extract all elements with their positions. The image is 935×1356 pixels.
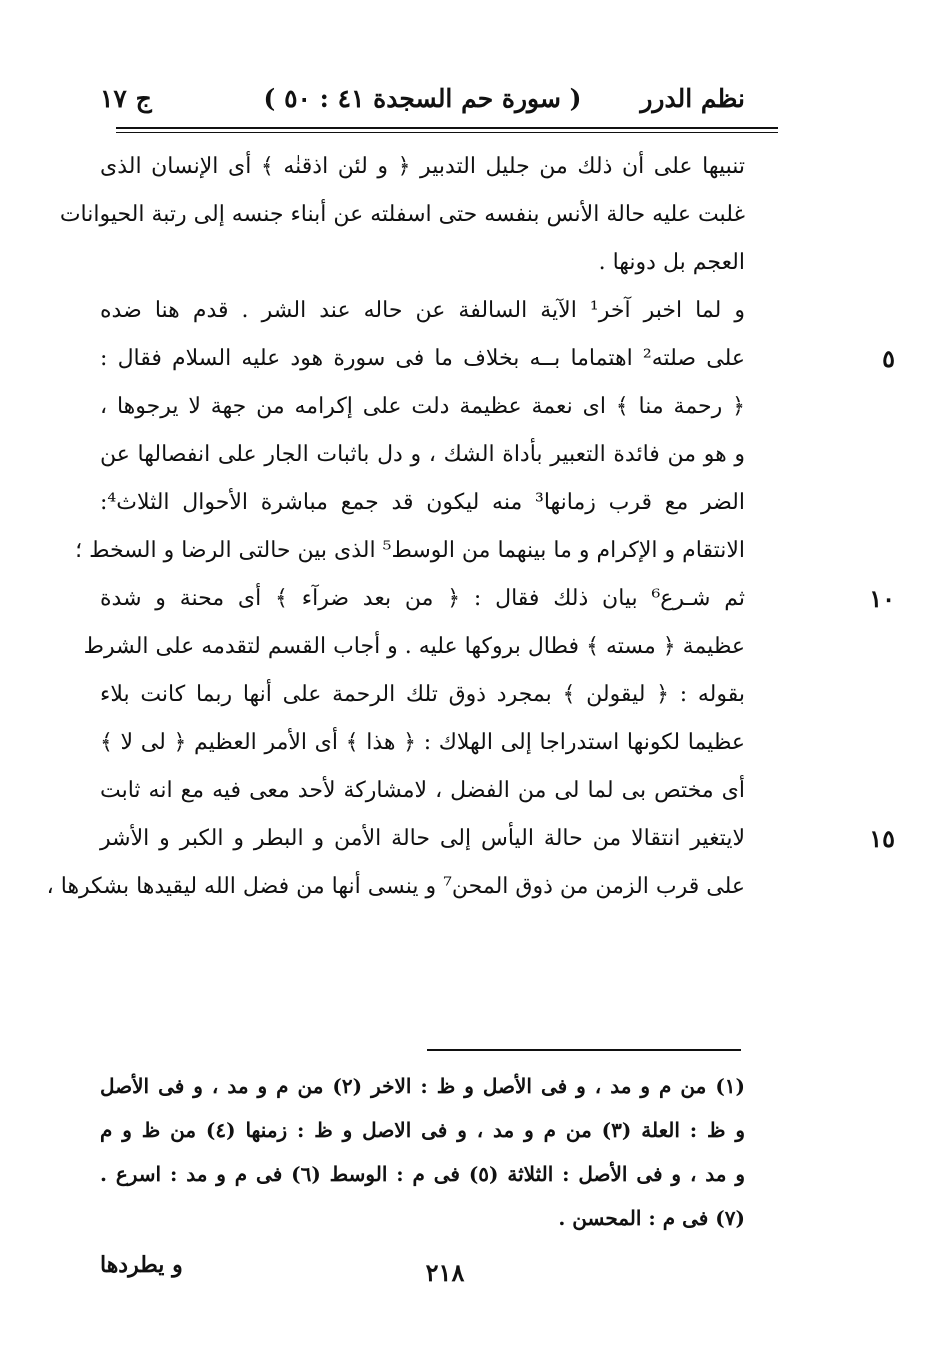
text-line <box>100 719 745 767</box>
footnote-rule <box>427 1049 741 1051</box>
text-line <box>100 239 745 287</box>
line-text: لايتغير انتقالا من حالة اليأس إلى حالة الأمن و البطر و الكبر و الأشر <box>100 826 745 851</box>
line-text: ﴿ رحمة منا ﴾ اى نعمة عظيمة دلت على إكرامه من جهة لا يرجوها ، <box>100 394 745 419</box>
line-number: ١٠ <box>869 584 895 613</box>
line-text: بقوله : ﴿ ليقولن ﴾ بمجرد ذوق تلك الرحمة على أنها ربما كانت بلاء <box>100 682 745 707</box>
line-text: على قرب الزمن من ذوق المحن⁷ و ينسى أنها من فضل الله ليقيدها بشكرها ، <box>46 874 745 899</box>
footnote-line: و مد ، و فى الأصل : الثلاثة (٥) فى م : الوسط (٦) فى م و مد : اسرع . <box>100 1162 745 1186</box>
footnotes <box>100 1064 745 1240</box>
catchword: و يطردها <box>100 1252 183 1278</box>
text-line <box>100 815 895 863</box>
footnote-line: (٧) فى م : المحسن . <box>558 1206 745 1230</box>
footnote-line: (١) من م و مد ، و فى الأصل و ظ : الاخر (٢) من م و مد ، و فى الأصل <box>100 1074 746 1098</box>
text-line <box>100 383 745 431</box>
text-line <box>100 479 745 527</box>
running-header <box>100 78 745 122</box>
line-text: تنبيها على أن ذلك من جليل التدبير ﴿ و لئن اذقنٰه ﴾ أى الإنسان الذى <box>100 154 745 179</box>
line-text: الضر مع قرب زمانها³ منه ليكون قد جمع مباشرة الأحوال الثلاث⁴: <box>100 490 745 515</box>
page-number: ٢١٨ <box>425 1258 465 1287</box>
line-text: عظيمة ﴿ مسته ﴾ فطال بروكها عليه . و أجاب القسم لتقدمه على الشرط <box>83 634 745 659</box>
footnote-line: و ظ : العلة (٣) من م و مد ، و فى الاصل و ظ : زمنها (٤) من ظ و م <box>100 1118 745 1142</box>
line-text: و لما اخبر آخر¹ الآية السالفة عن حاله عند الشر . قدم هنا ضده <box>100 298 745 323</box>
main-text <box>46 143 895 911</box>
text-line <box>100 287 745 335</box>
line-number: ٥ <box>882 344 895 373</box>
text-line <box>100 431 745 479</box>
header-rule <box>116 127 778 133</box>
text-line <box>83 623 745 671</box>
line-text: العجم بل دونها . <box>598 250 745 275</box>
line-text: أى مختص بى لما لى من الفضل ، لامشاركة لأحد معى فيه مع انه ثابت <box>100 778 745 803</box>
line-number: ١٥ <box>869 824 895 853</box>
text-line <box>100 671 745 719</box>
book-title: نظم الدرر <box>640 84 745 113</box>
line-text: عظيما لكونها استدراجا إلى الهلاك : ﴿ هذا ﴾ أى الأمر العظيم ﴿ لى لا ﴾ <box>100 730 745 755</box>
surah-reference: ( سورة حم السجدة ٤١ : ٥٠ ) <box>263 84 582 113</box>
text-line <box>59 191 745 239</box>
line-text: على صلته² اهتماما بــه بخلاف ما فى سورة هود عليه السلام فقال : <box>100 346 746 371</box>
line-text: ثم شـرع⁶ بيان ذلك فقال : ﴿ من بعد ضرآء ﴾ أى محنة و شدة <box>100 586 745 611</box>
line-text: الانتقام و الإكرام و ما بينهما من الوسط⁵ الذى بين حالتى الرضا و السخط ؛ <box>75 538 745 563</box>
text-line <box>75 527 745 575</box>
text-line <box>46 863 745 911</box>
text-line <box>100 335 895 383</box>
text-line <box>100 143 745 191</box>
text-line <box>100 575 895 623</box>
volume-number: ج ١٧ <box>100 84 152 113</box>
text-line <box>100 767 745 815</box>
line-text: و هو من فائدة التعبير بأداة الشك ، و دل باثبات الجار على انفصالها عن <box>100 442 745 467</box>
line-text: غلبت عليه حالة الأنس بنفسه حتى اسفلته عن أبناء جنسه إلى رتبة الحيوانات <box>59 202 745 227</box>
